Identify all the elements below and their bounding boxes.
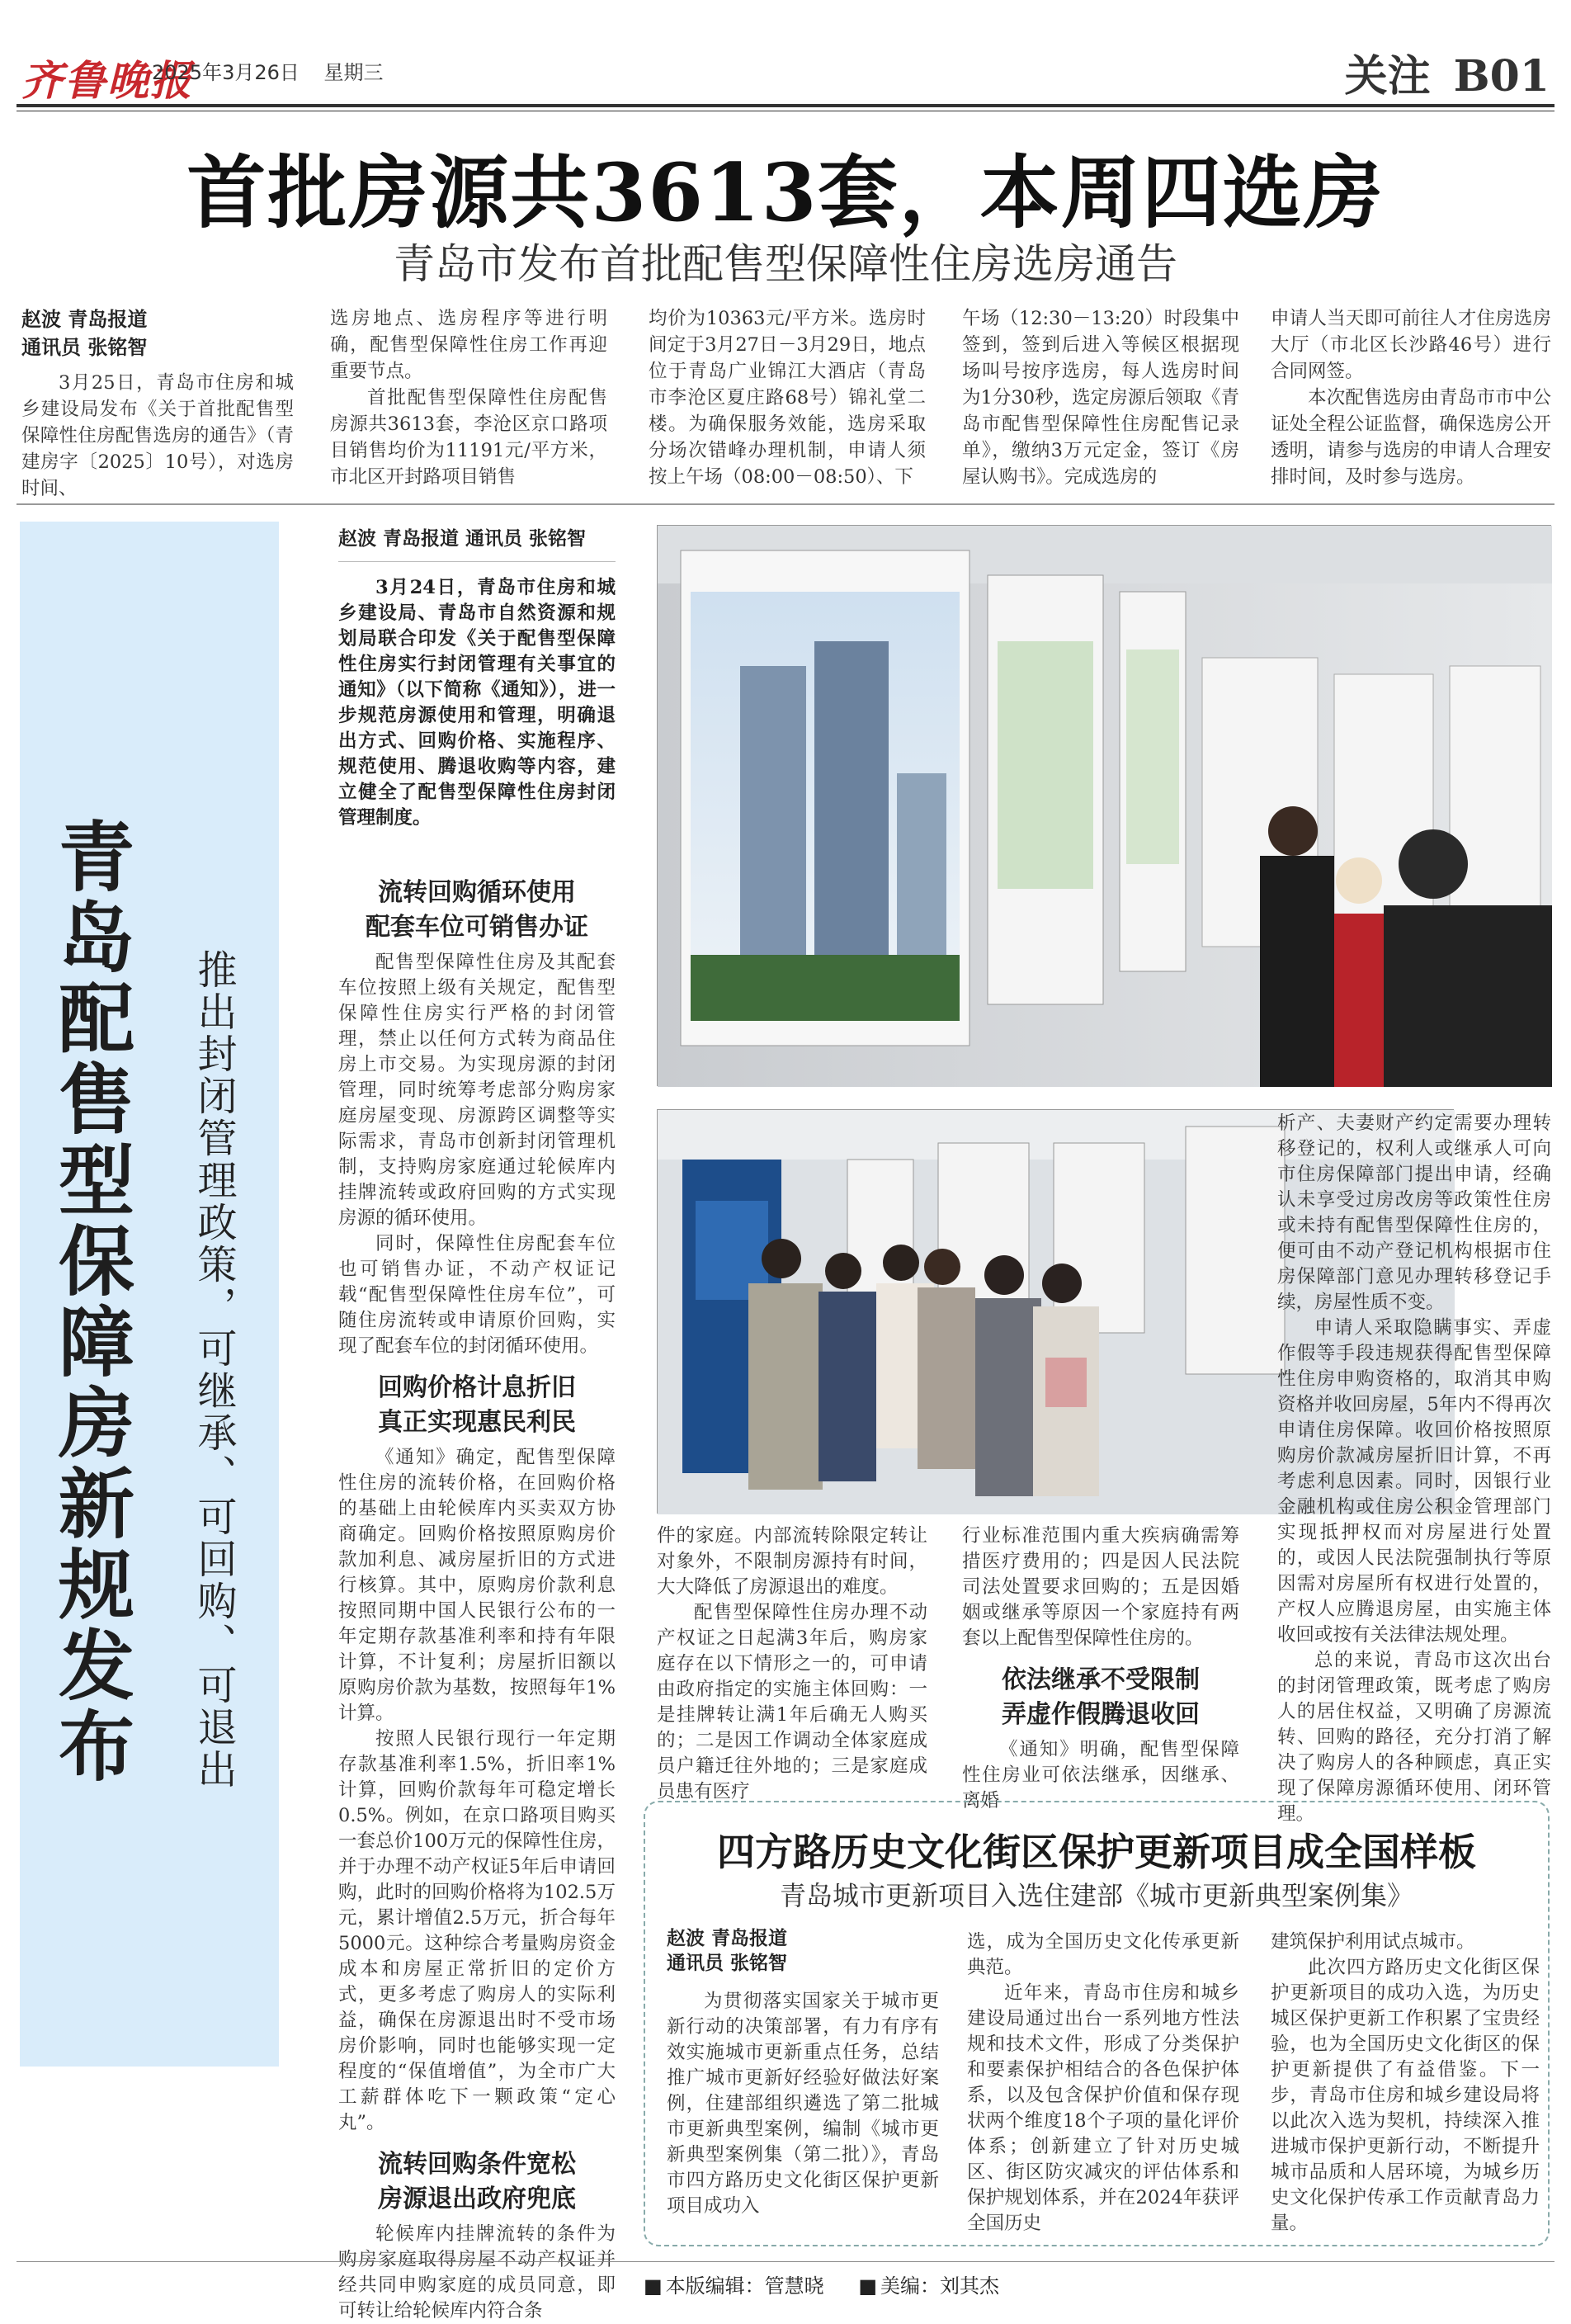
col-b-p1: 行业标准范围内重大疾病确需筹措医疗费用的；四是因人民法院司法处置要求回购的；五是因婚姻或继承等原因一个家庭持有两套以上配售型保障性住房的。 xyxy=(962,1525,1239,1649)
top-col2-p2: 首批配售型保障性住房配售房源共3613套，李沧区京口路项目销售均价为11191元/平方米，市北区开封路项目销售 xyxy=(330,387,607,488)
subhead-4 xyxy=(962,1663,1239,1732)
top-col5-p2: 本次配售选房由青岛市市中公证处全程公证监督，确保选房公开透明，请参与选房的申请人合理安排时间，及时参与选房。 xyxy=(1271,387,1551,488)
feature-lead: 3月24日，青岛市住房和城乡建设局、青岛市自然资源和规划局联合印发《关于配售型保障性住房实行封闭管理有关事宜的通知》（以下简称《通知》），进一步规范房源使用和管理，明确退出方式、回购价格、实施程序、规范使用、腾退收购等内容，建立健全了配售型保障性住房封闭管理制度。 xyxy=(338,577,616,829)
main-subheadline: 青岛市发布首批配售型保障性住房选房通告 xyxy=(394,240,1177,288)
sidebar-col2-p2: 近年来，青岛市住房和城乡建设局通过出台一系列地方性法规和技术文件，形成了分类保护和要素保护相结合的各色保护体系，以及包含保护价值和保存现状两个维度18个子项的量化评价体系；创新建立了针对历史城区、街区防灾减灾的评估体系和保护规划体系，并在2024年获评全国历史 xyxy=(967,1982,1239,2234)
sidebar-col-2 xyxy=(967,1930,1239,2237)
main-headline: 首批房源共3613套，本周四选房 xyxy=(186,146,1385,239)
footer-credits xyxy=(644,2270,1027,2298)
section-divider xyxy=(17,503,1554,505)
col-a-p2: 配售型保障性住房办理不动产权证之日起满3年后，购房家庭存在以下情形之一的，可申请由政府指定的实施主体回购：一是挂牌转让满1年后确无人购买的；二是因工作调动全体家庭成员户籍迁往外地的；三是家庭成员患有医疗 xyxy=(657,1602,927,1802)
newspaper-logo: 齐鲁晚报 xyxy=(21,56,193,105)
section2-p2: 按照人民银行现行一年定期存款基准利率1.5%，折旧率1%计算，回购价款每年可稳定增长0.5%。例如，在京口路项目购买一套总价100万元的保障性住房，并于办理不动产权证5年后申请回购，此时的回购价格将为102.5万元，累计增值2.5万元，折合每年5000元。这种综合考量购房资金成本和房屋正常折旧的定价方式，更多考虑了购房人的实际利益，确保在房源退出时不受市场房价影响，同时也能够实现一定程度的“保值增值”，为全市广大工薪群体吃下一颗政策“定心丸”。 xyxy=(338,1728,616,2133)
section2-p1: 《通知》确定，配售型保障性住房的流转价格，在回购价格的基础上由轮候库内买卖双方协商确定。回购价格按照原购房价款加利息、减房屋折旧的方式进行核算。其中，原购房价款利息按照同期中国人民银行公布的一年定期存款基准利率和持有年限计算，不计复利；房屋折旧额以原购房价款为基数，按照每年1%计算。 xyxy=(338,1447,616,1724)
text-col-a xyxy=(657,1523,927,1805)
col-a-p1: 件的家庭。内部流转除限定转让对象外，不限制房源持有时间，大大降低了房源退出的难度。 xyxy=(657,1525,927,1598)
subhead-3 xyxy=(338,2147,616,2217)
photo-exhibition-boards xyxy=(657,525,1551,1086)
footer-editor: ■ 本版编辑：管慧晓 xyxy=(644,2274,824,2298)
feature-byline: 赵波 青岛报道 通讯员 张铭智 xyxy=(338,528,587,550)
sidebar-col3-p2: 此次四方路历史文化街区保护更新项目的成功入选，为历史城区保护更新工作积累了宝贵经验，也为全国历史文化街区的保护更新提供了有益借鉴。下一步，青岛市住房和城乡建设局将以此次入选为契机，持续深入推进城市保护更新行动，不断提升城市品质和人居环境，为城乡历史文化保护传承工作贡献青岛力量。 xyxy=(1271,1957,1540,2234)
col-c-p1: 析产、夫妻财产约定需要办理转移登记的，权利人或继承人可向市住房保障部门提出申请，经确认未享受过房改房等政策性住房或未持有配售型保障性住房的，便可由不动产登记机构根据市住房保障部门意见办理转移登记手续，房屋性质不变。 xyxy=(1277,1112,1551,1313)
sidebar-col-3 xyxy=(1271,1930,1540,2237)
section-name: 关注 xyxy=(1344,51,1431,102)
footer-rule xyxy=(17,2261,1554,2262)
section3-p1: 轮候库内挂牌流转的条件为购房家庭取得房屋不动产权证并经共同申购家庭的成员同意，即可转让给轮候库内符合条 xyxy=(338,2223,616,2322)
subhead-4-line-1: 依法继承不受限制 xyxy=(1002,1665,1200,1694)
col-c-p3: 总的来说，青岛市这次出台的封闭管理政策，既考虑了购房人的居住权益，又明确了房源流转、回购的路径，充分打消了解决了购房人的各种顾虑，真正实现了保障房源循环使用、闭环管理。 xyxy=(1277,1650,1551,1825)
subhead-2-line-2: 真正实现惠民利民 xyxy=(378,1408,576,1437)
subhead-3-line-2: 房源退出政府兜底 xyxy=(378,2185,576,2213)
top-col3-text: 均价为10363元/平方米。选房时间定于3月27日－3月29日，地点位于青岛广业锦江大酒店（青岛市李沧区夏庄路68号）锦礼堂二楼。为确保服务效能，选房采取分场次错峰办理机制，申请人须按上午场（08:00－08:50）、下 xyxy=(649,308,926,488)
subhead-3-line-1: 流转回购条件宽松 xyxy=(378,2150,576,2179)
sidebar-col3-p1: 建筑保护利用试点城市。 xyxy=(1271,1931,1475,1953)
sidebar-byline-1: 赵波 青岛报道 xyxy=(667,1928,788,1949)
subhead-2 xyxy=(338,1371,616,1440)
top-article-col-4 xyxy=(962,305,1239,488)
sidebar-story-subtitle: 青岛城市更新项目入选住建部《城市更新典型案例集》 xyxy=(779,1880,1413,1911)
section-label xyxy=(1345,41,1550,103)
page-number: B01 xyxy=(1453,51,1550,102)
top-article-col-2 xyxy=(330,305,607,488)
col-b-p2: 《通知》明确，配售型保障性住房业可依法继承，因继承、离婚 xyxy=(962,1739,1239,1811)
footer-designer: ■ 美编：刘其杰 xyxy=(858,2274,999,2298)
subhead-4-line-2: 弄虚作假腾退收回 xyxy=(1002,1700,1200,1729)
top-byline-2: 通讯员 张铭智 xyxy=(21,336,148,359)
issue-date: 2025年3月26日 xyxy=(152,61,300,84)
top-col2-p1: 选房地点、选房程序等进行明确，配售型保障性住房工作再迎重要节点。 xyxy=(330,308,607,382)
sidebar-col1-text: 为贯彻落实国家关于城市更新行动的决策部署，有力有序有效实施城市更新重点任务，总结推广城市更新好经验好做法好案例，住建部组织遴选了第二批城市更新典型案例，编制《城市更新典型案例集（第二批）》，青岛市四方路历史文化街区保护更新项目成功入 xyxy=(667,1991,939,2217)
section1-p1: 配售型保障性住房及其配套车位按照上级有关规定，配售型保障性住房实行严格的封闭管理，禁止以任何方式转为商品住房上市交易。为实现房源的封闭管理，同时统筹考虑部分购房家庭房屋变现、房源跨区调整等实际需求，青岛市创新封闭管理机制，支持购房家庭通过轮候库内挂牌流转或政府回购的方式实现房源的循环使用。 xyxy=(338,952,616,1229)
text-col-c xyxy=(1277,1111,1551,1827)
feature-vertical-title: 青岛配售型保障房新规发布 xyxy=(46,817,135,1788)
col-c-p2: 申请人采取隐瞒事实、弄虚作假等手段违规获得配售型保障性住房申购资格的，取消其申购资格并收回房屋，5年内不得再次申请住房保障。收回价格按照原购房价款减房屋折旧计算，不再考虑利息因素。同时，因银行业金融机构或住房公积金管理部门实现抵押权而对房屋进行处置的，或因人民法院强制执行等原因需对房屋所有权进行处置的，产权人应腾退房屋，由实施主体收回或按有关法律法规处理。 xyxy=(1277,1317,1551,1646)
issue-info xyxy=(152,56,402,85)
top-col5-p1: 申请人当天即可前往人才住房选房大厅（市北区长沙路46号）进行合同网签。 xyxy=(1271,308,1551,382)
top-article-col-3 xyxy=(649,305,926,488)
top-article-col-1 xyxy=(21,305,294,499)
subhead-2-line-1: 回购价格计息折旧 xyxy=(378,1373,576,1402)
section1-p2: 同时，保障性住房配套车位也可销售办证，不动产权证记载“配售型保障性住房车位”，可随住房流转或申请原价回购，实现了配套车位的封闭循环使用。 xyxy=(338,1233,616,1357)
subhead-1-line-1: 流转回购循环使用 xyxy=(378,878,576,907)
sidebar-col2-p1: 选，成为全国历史文化传承更新典范。 xyxy=(967,1931,1239,1978)
top-article-col-5 xyxy=(1271,305,1551,488)
subhead-1 xyxy=(338,876,616,945)
text-col-b xyxy=(962,1523,1239,1814)
subhead-1-line-2: 配套车位可销售办证 xyxy=(366,913,588,942)
top-byline-1: 赵波 青岛报道 xyxy=(21,308,148,331)
sidebar-col-1 xyxy=(667,1926,939,2219)
feature-main-column xyxy=(338,525,616,2324)
sidebar-story-title: 四方路历史文化街区保护更新项目成全国样板 xyxy=(717,1830,1476,1874)
sidebar-byline-2: 通讯员 张铭智 xyxy=(667,1953,788,1974)
header-rule xyxy=(17,104,1554,107)
top-col4-text: 午场（12:30－13:20）时段集中签到，签到后进入等候区根据现场叫号按序选房，每人选房时间为1分30秒，选定房源后领取《青岛市配售型保障性住房配售记录单》，缴纳3万元定金，签订《房屋认购书》。完成选房的 xyxy=(962,308,1239,488)
feature-vertical-subtitle: 推出封闭管理政策，可继承、可回购、可退出 xyxy=(191,949,237,1791)
top-col1-text: 3月25日，青岛市住房和城乡建设局发布《关于首批配售型保障性住房配售选房的通告》（青建房字〔2025〕10号），对选房时间、 xyxy=(21,372,294,499)
issue-weekday: 星期三 xyxy=(323,61,384,84)
